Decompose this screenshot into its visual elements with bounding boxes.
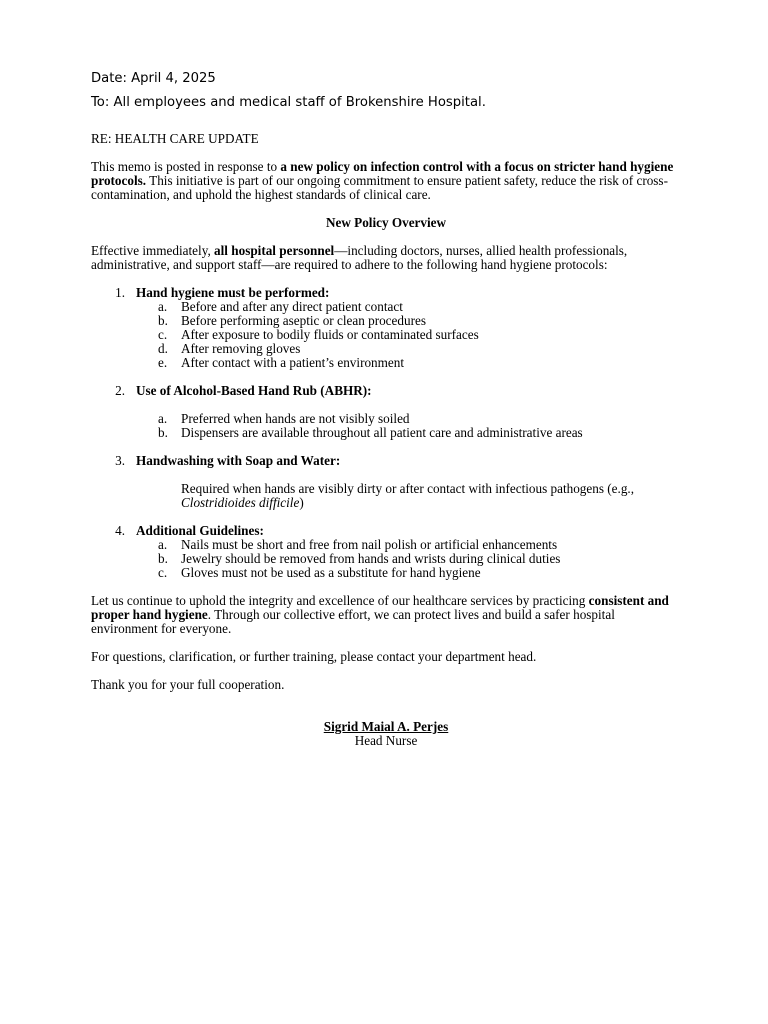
sublist-text: Before performing aseptic or clean procedures [181,313,426,328]
sublist-text: Jewelry should be removed from hands and wrists during clinical duties [181,551,561,566]
sublist-letter: d. [158,341,168,356]
memo-recipients: To: All employees and medical staff of Brokenshire Hospital. [91,95,486,110]
protocol-title: Hand hygiene must be performed: [136,285,330,300]
protocol-item [91,384,681,440]
memo-page [91,70,681,748]
sublist-text: After exposure to bodily fluids or contaminated surfaces [181,327,479,342]
closing-bold: consistent and proper hand hygiene [91,593,669,622]
closing-text-1: Let us continue to uphold the integrity and excellence of our healthcare services by practicing [91,593,589,608]
sublist-text: After contact with a patient’s environment [181,355,405,370]
questions-paragraph: For questions, clarification, or further training, please contact your department head. [91,649,537,664]
signature-block [91,720,681,748]
sublist-item [136,538,681,552]
note-text-2: ) [299,495,304,510]
protocol-item [91,524,681,580]
sublist-letter: a. [158,299,168,314]
intro-paragraph [91,160,681,202]
sublist-letter: e. [158,355,168,370]
protocol-number: 3. [115,453,125,468]
effective-text-2: —including doctors, nurses, allied health professionals, administrative, and support staff—are required to adhere to the following hand hygiene protocols: [91,243,628,272]
note-pathogen: Clostridioides difficile [181,495,300,510]
protocol-title: Use of Alcohol-Based Hand Rub (ABHR): [136,383,372,398]
effective-paragraph [91,244,681,272]
sublist-item [136,426,681,440]
sublist-text: Before and after any direct patient contact [181,299,403,314]
protocol-item [91,286,681,370]
memo-subject: RE: HEALTH CARE UPDATE [91,131,259,146]
sublist-letter: a. [158,537,168,552]
sublist-item [136,566,681,580]
overview-heading: New Policy Overview [325,215,447,230]
sublist-letter: c. [158,565,168,580]
note-text-1: Required when hands are visibly dirty or after contact with infectious pathogens (e.g., [181,481,635,496]
protocol-sublist [136,412,681,440]
sublist-text: Preferred when hands are not visibly soiled [181,411,410,426]
sublist-item [136,552,681,566]
thanks-paragraph: Thank you for your full cooperation. [91,677,285,692]
effective-text-1: Effective immediately, [91,243,215,258]
protocol-item [91,454,681,510]
protocol-number: 2. [115,383,125,398]
signatory-name: Sigrid Maial A. Perjes [323,719,449,734]
protocol-number: 1. [115,285,125,300]
sublist-letter: c. [158,327,168,342]
sublist-letter: a. [158,411,168,426]
closing-paragraph [91,594,681,636]
sublist-letter: b. [158,425,168,440]
sublist-letter: b. [158,313,168,328]
intro-text-2: This initiative is part of our ongoing commitment to ensure patient safety, reduce the risk of cross-contamination, and uphold the highest standards of clinical care. [91,173,668,202]
protocol-list [91,286,681,580]
sublist-item [136,328,681,342]
closing-text-2: . Through our collective effort, we can protect lives and build a safer hospital environment for everyone. [91,607,615,636]
sublist-item [136,314,681,328]
protocol-title: Additional Guidelines: [136,523,264,538]
sublist-item [136,300,681,314]
effective-bold: all hospital personnel [214,243,335,258]
handwashing-note [136,482,681,510]
signatory-title: Head Nurse [354,733,418,748]
sublist-text: Nails must be short and free from nail polish or artificial enhancements [181,537,558,552]
sublist-item [136,412,681,426]
protocol-title: Handwashing with Soap and Water: [136,453,341,468]
intro-text-1: This memo is posted in response to [91,159,281,174]
protocol-sublist [136,538,681,580]
sublist-item [136,356,681,370]
sublist-letter: b. [158,551,168,566]
intro-bold: a new policy on infection control with a focus on stricter hand hygiene protocols. [91,159,674,188]
memo-date: Date: April 4, 2025 [91,71,216,86]
sublist-text: After removing gloves [181,341,301,356]
protocol-number: 4. [115,523,125,538]
sublist-text: Gloves must not be used as a substitute for hand hygiene [181,565,481,580]
sublist-item [136,342,681,356]
sublist-text: Dispensers are available throughout all patient care and administrative areas [181,425,583,440]
protocol-sublist [136,300,681,370]
